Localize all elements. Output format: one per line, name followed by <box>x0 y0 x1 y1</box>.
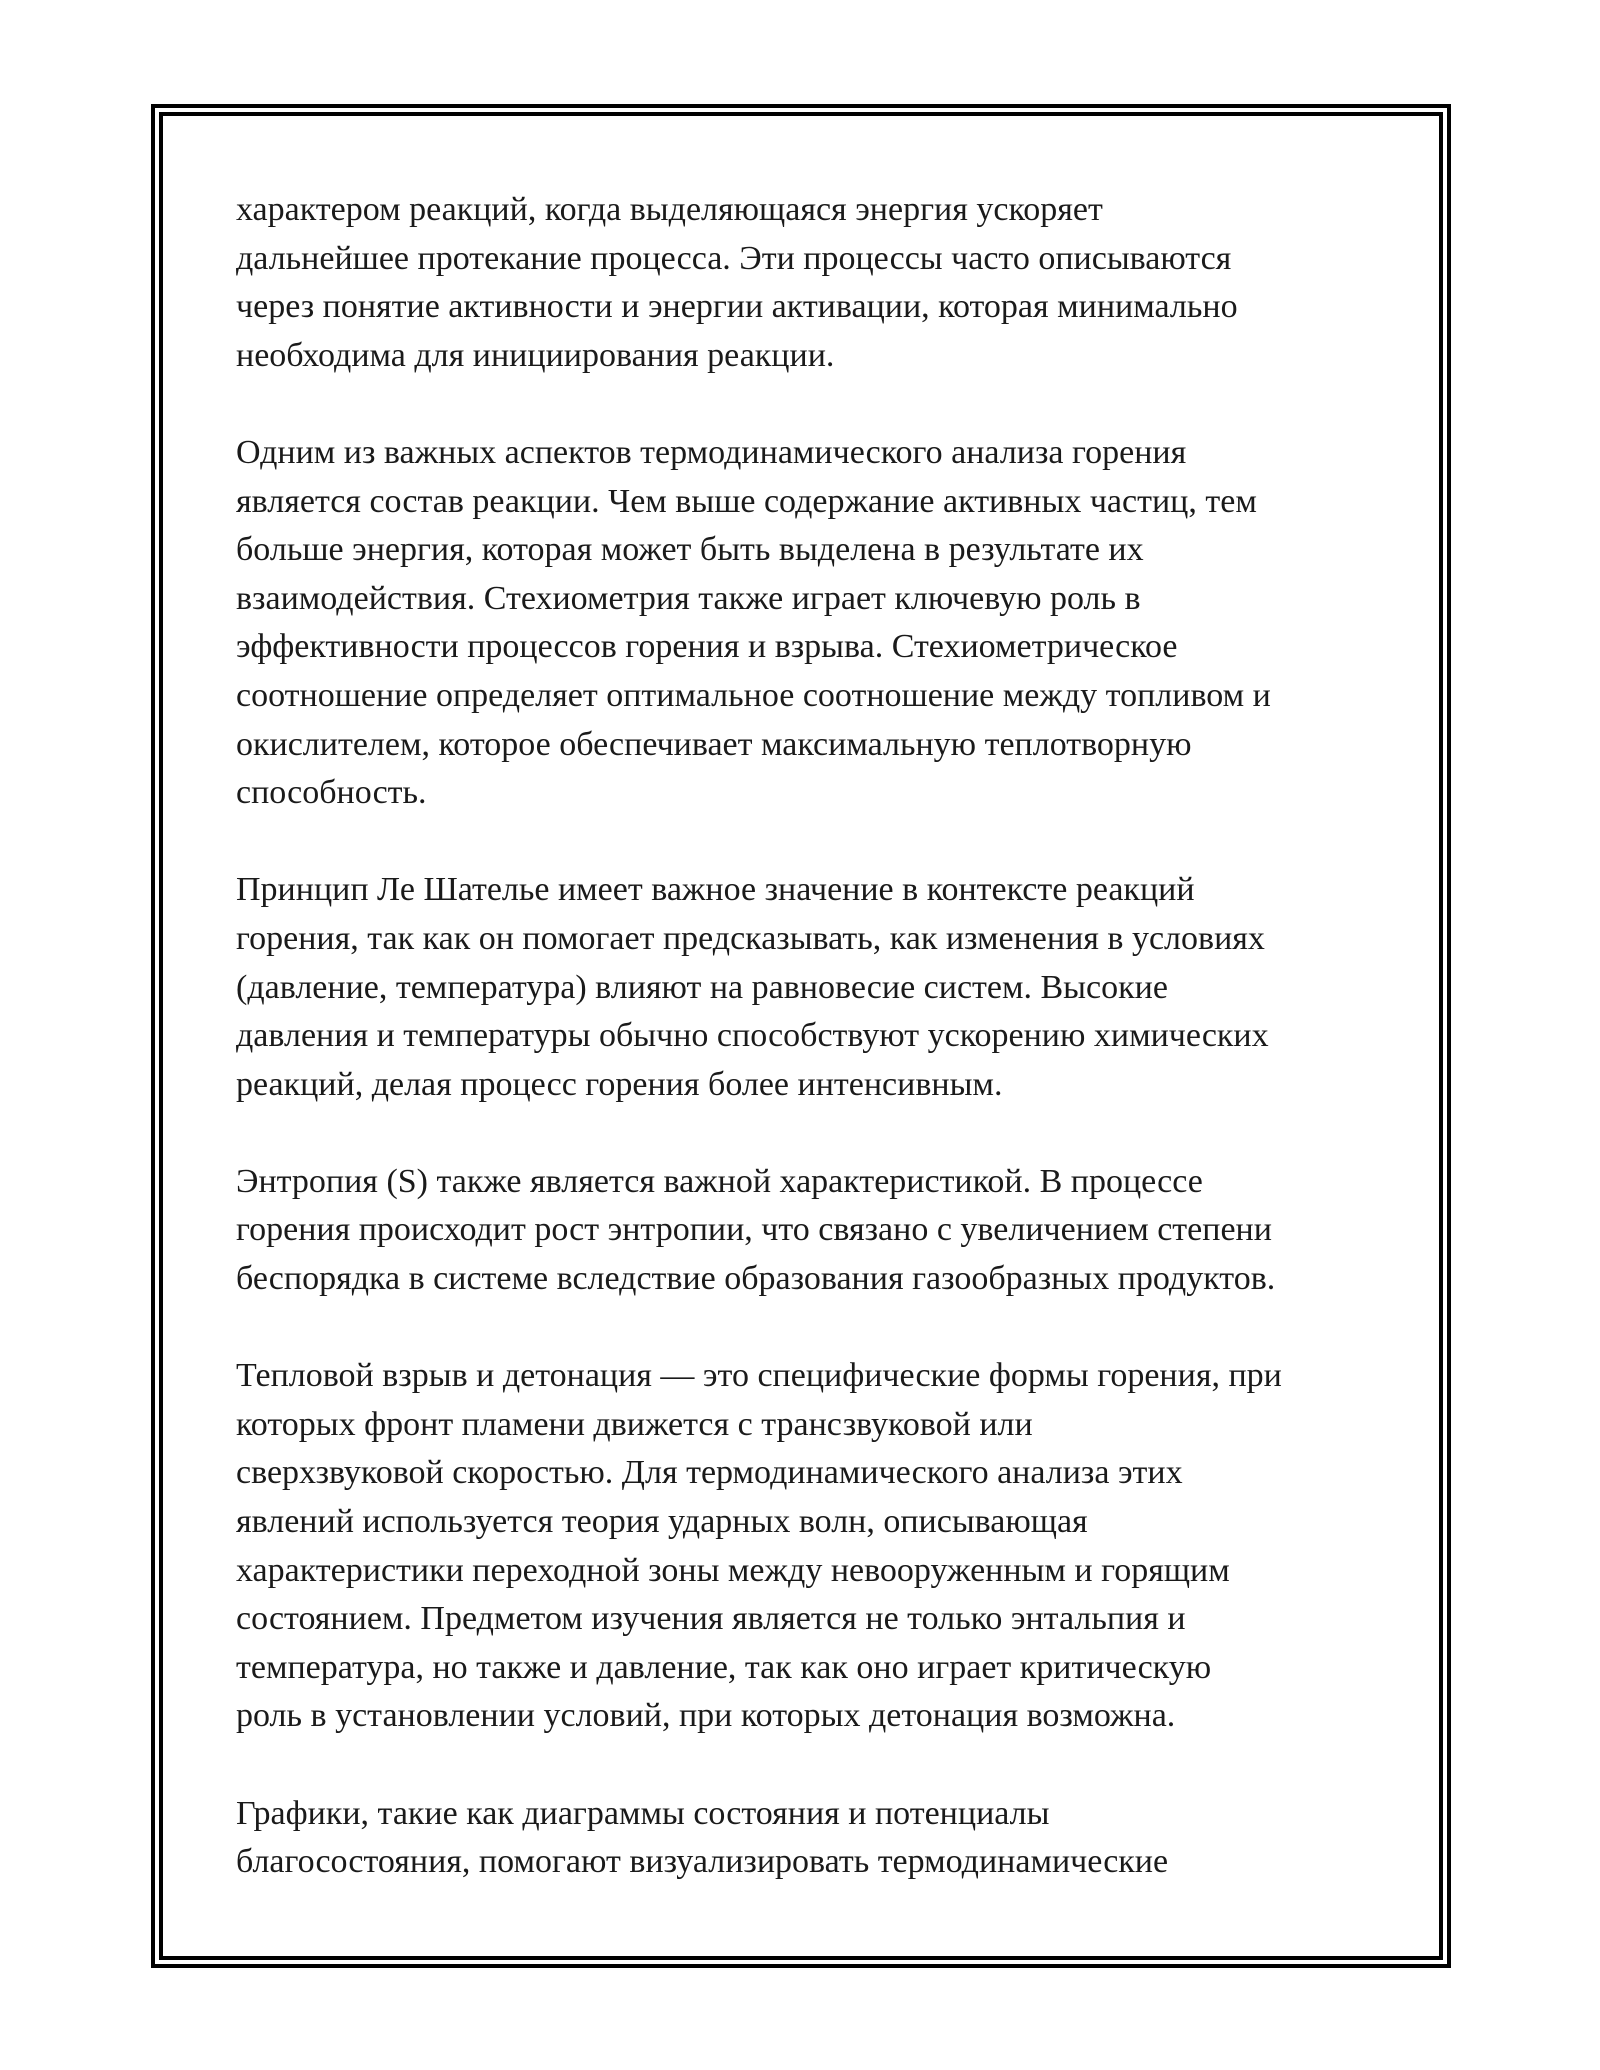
text-line: соотношение определяет оптимальное соотношение между топливом и <box>236 676 1271 714</box>
text-line: горения, так как он помогает предсказывать, как изменения в условиях <box>236 919 1265 957</box>
text-line: эффективности процессов горения и взрыва. Стехиометрическое <box>236 628 1178 666</box>
document-body <box>236 186 1366 1887</box>
text-line: через понятие активности и энергии активации, которая минимально <box>236 288 1238 326</box>
text-line: роль в установлении условий, при которых детонация возможна. <box>236 1697 1176 1735</box>
paragraph-2 <box>236 429 1366 818</box>
text-line: является состав реакции. Чем выше содержание активных частиц, тем <box>236 482 1257 520</box>
text-line: характером реакций, когда выделяющаяся энергия ускоряет <box>236 191 1103 228</box>
text-line: беспорядка в системе вследствие образования газообразных продуктов. <box>236 1260 1276 1298</box>
text-line: характеристики переходной зоны между невооруженным и горящим <box>236 1551 1230 1589</box>
text-line: состоянием. Предметом изучения является не только энтальпия и <box>236 1600 1186 1638</box>
text-line: Принцип Ле Шателье имеет важное значение в контексте реакций <box>236 871 1195 909</box>
text-line: которых фронт пламени движется с трансзвуковой или <box>236 1405 1033 1443</box>
text-line: Энтропия (S) также является важной характеристикой. В процессе <box>236 1162 1203 1200</box>
text-line: Графики, такие как диаграммы состояния и потенциалы <box>236 1794 1050 1832</box>
text-line: явлений используется теория ударных волн, описывающая <box>236 1503 1088 1541</box>
text-line: (давление, температура) влияют на равновесие систем. Высокие <box>236 968 1168 1006</box>
text-line: Тепловой взрыв и детонация — это специфические формы горения, при <box>236 1357 1282 1395</box>
text-line: Одним из важных аспектов термодинамического анализа горения <box>236 433 1187 471</box>
paragraph-3 <box>236 866 1366 1109</box>
text-line: реакций, делая процесс горения более интенсивным. <box>236 1065 1003 1103</box>
text-line: окислителем, которое обеспечивает максимальную теплотворную <box>236 725 1192 763</box>
paragraph-5 <box>236 1352 1366 1741</box>
text-line: благосостояния, помогают визуализировать термодинамические <box>236 1843 1169 1881</box>
text-line: способность. <box>236 774 427 812</box>
text-line: горения происходит рост энтропии, что связано с увеличением степени <box>236 1211 1272 1249</box>
paragraph-6 <box>236 1790 1366 1887</box>
text-line: взаимодействия. Стехиометрия также играет ключевую роль в <box>236 579 1141 617</box>
text-line: температура, но также и давление, так как оно играет критическую <box>236 1648 1212 1686</box>
text-line: давления и температуры обычно способствуют ускорению химических <box>236 1017 1269 1055</box>
paragraph-1 <box>236 186 1366 380</box>
text-line: необходима для инициирования реакции. <box>236 336 835 374</box>
text-line: больше энергия, которая может быть выделена в результате их <box>236 531 1144 569</box>
text-line: дальнейшее протекание процесса. Эти процессы часто описываются <box>236 239 1232 277</box>
text-line: сверхзвуковой скоростью. Для термодинамического анализа этих <box>236 1454 1183 1492</box>
paragraph-4 <box>236 1158 1366 1304</box>
